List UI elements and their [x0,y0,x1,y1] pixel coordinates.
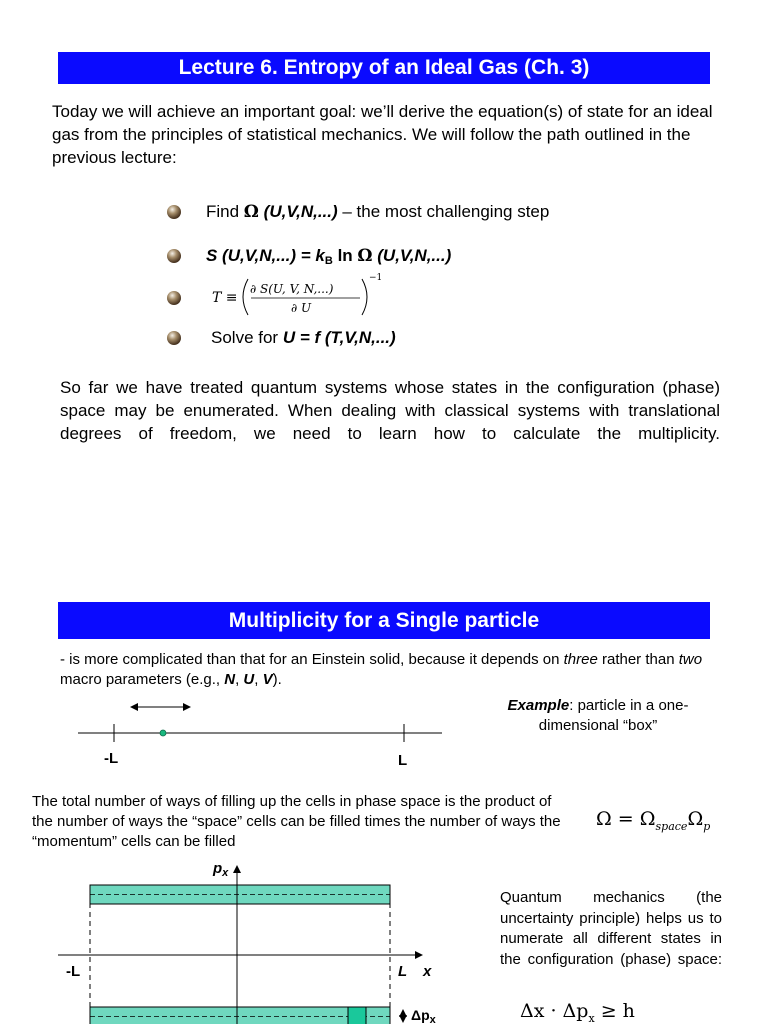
omega-mid: Ω [687,808,704,830]
entropy-lhs: S (U,V,N,...) = k [206,246,325,265]
desc-N: N [224,671,236,688]
omega-sub-space: space [655,819,688,833]
px-sub: x [222,867,229,879]
uncert-b: ≥ h [594,1000,635,1022]
step-find-args: (U,V,N,...) [258,202,338,221]
desc-text: , [254,671,263,688]
px-p: p [213,860,223,877]
x-axis-label: x [423,963,432,980]
desc-text: , [235,671,244,688]
box-label-L: L [398,752,408,769]
quantum-mechanics-paragraph: Quantum mechanics (the uncertainty principle) helps us to numerate all different states in the configuration (phase) space: [500,889,722,968]
intro-paragraph: Today we will achieve an important goal: we’ll derive the equation(s) of state for an ideal gas from the principles of statistical mechanics. We will follow the path outlined in the previous lecture: [52,102,713,167]
uncert-a: Δx · Δp [520,1000,589,1022]
box-label-minus-L: -L [104,750,119,767]
dp-text: Δp [411,1007,430,1023]
so-far-paragraph: So far we have treated quantum systems whose states in the configuration (phase) space may be enumerated. When dealing with classical systems with translational degrees of freedom, we need to learn how to calculate the multiplicity. [60,378,720,443]
temperature-lhs: T ≡ [212,290,238,306]
uncert-sub: x [588,1011,595,1024]
temperature-exponent: −1 [369,273,383,283]
omega-lhs: Ω = Ω [596,808,656,830]
phase-label-minus-L: -L [66,963,81,980]
desc-V: V [262,671,273,688]
desc-text: - is more complicated than that for an Einstein solid, because it depends on [60,651,564,668]
temperature-numerator: ∂ S(U, V, N,...) [250,282,334,296]
lecture-title-banner: Lecture 6. Entropy of an Ideal Gas (Ch. 3) [58,52,710,84]
temperature-denominator: ∂ U [291,301,312,315]
boltzmann-subscript: B [324,255,333,267]
omega-symbol: Ω [243,202,259,222]
omega-sub-p: p [703,819,711,833]
step-find-prefix: Find [206,202,244,221]
desc-U: U [243,671,255,688]
desc-two: two [678,651,703,668]
step-find-rest: – the most challenging step [337,202,550,221]
example-label: Example [507,697,570,714]
step-solve-formula: U = f (T,V,N,...) [282,328,396,347]
omega-symbol: Ω [357,246,373,266]
total-ways-paragraph: The total number of ways of filling up the cells in phase space is the product of the number of ways the “space” cells can be filled times the number of ways the “momentum” cells can be filled [32,793,561,850]
dp-sub: x [429,1014,436,1024]
entropy-rhs: (U,V,N,...) [372,246,452,265]
phase-label-L: L [398,963,408,980]
entropy-ln: ln [332,246,358,265]
multiplicity-title-banner: Multiplicity for a Single particle [58,602,710,639]
desc-three: three [563,651,598,668]
desc-text: ). [272,671,282,688]
example-text: : particle in a one-dimensional “box” [538,697,689,734]
desc-text: macro parameters (e.g., [60,671,225,688]
desc-text: rather than [597,651,679,668]
step-solve-prefix: Solve for [211,328,283,347]
